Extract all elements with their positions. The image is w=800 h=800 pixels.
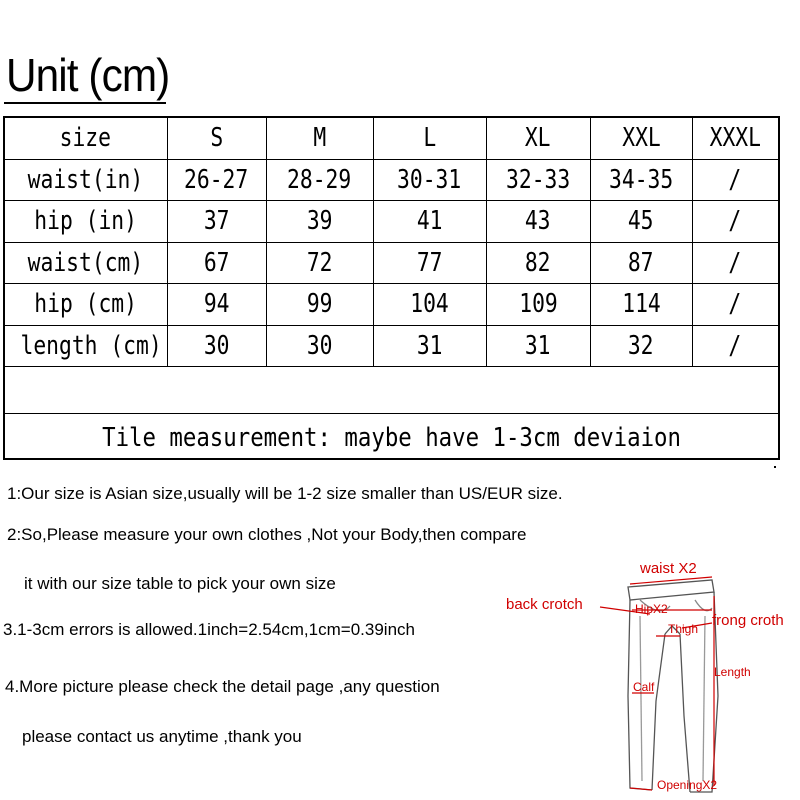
table-cell: 30 [167,325,266,367]
table-cell: 82 [486,242,590,284]
header-cell: XL [486,118,590,159]
table-cell: 43 [486,201,590,243]
pants-measurement-diagram [500,556,800,800]
table-row [5,201,778,243]
table-cell: 34-35 [590,159,692,201]
table-cell: 37 [167,201,266,243]
header-cell: XXXL [692,118,778,159]
note-1: 1:Our size is Asian size,usually will be 1-2 size smaller than US/EUR size. [7,484,563,503]
table-cell: 87 [590,242,692,284]
header-cell: L [373,118,486,159]
table-cell: 30-31 [373,159,486,201]
label-back-crotch: back crotch [506,596,583,613]
stray-dot [774,466,776,468]
table-cell: / [692,284,778,326]
header-cell: XXL [590,118,692,159]
label-calf: Calf [633,680,655,694]
title-underline [4,102,166,104]
table-cell: 77 [373,242,486,284]
table-cell: 26-27 [167,159,266,201]
blank-table-row [5,373,778,414]
table-cell: 104 [373,284,486,326]
size-grid [5,118,778,367]
table-row [5,325,778,367]
row-label: hip (cm) [5,284,167,326]
table-cell: 72 [266,242,373,284]
pants-outline-icon [500,556,800,800]
table-cell: 28-29 [266,159,373,201]
row-label: hip (in) [5,201,167,243]
label-waist: waist X2 [640,560,697,577]
table-cell: 31 [486,325,590,367]
table-cell: 30 [266,325,373,367]
page-title: Unit (cm) [6,49,170,101]
table-cell: 32 [590,325,692,367]
label-opening: OpeningX2 [657,778,718,792]
table-row [5,284,778,326]
table-cell: 99 [266,284,373,326]
table-cell: 32-33 [486,159,590,201]
note-2: 2:So,Please measure your own clothes ,Not your Body,then compare [7,525,527,544]
table-cell: 39 [266,201,373,243]
table-cell: / [692,325,778,367]
table-row [5,159,778,201]
label-thigh: Thigh [668,622,699,636]
table-cell: / [692,242,778,284]
table-cell: 67 [167,242,266,284]
table-header-row [5,118,778,159]
header-cell: S [167,118,266,159]
row-label: waist(in) [5,159,167,201]
row-label: waist(cm) [5,242,167,284]
label-front-crotch: frong croth [712,612,784,629]
table-cell: 45 [590,201,692,243]
table-cell: 41 [373,201,486,243]
table-cell: / [692,159,778,201]
row-label: length (cm) [5,325,167,367]
size-chart-table [3,116,780,460]
table-cell: 94 [167,284,266,326]
table-row [5,242,778,284]
table-cell: 109 [486,284,590,326]
note-4-continued: please contact us anytime ,thank you [22,727,302,746]
table-cell: / [692,201,778,243]
tile-measurement-note: Tile measurement: maybe have 1-3cm deviaion [102,423,681,453]
note-4: 4.More picture please check the detail page ,any question [5,677,440,696]
note-2-continued: it with our size table to pick your own size [24,574,336,593]
header-cell: M [266,118,373,159]
table-cell: 31 [373,325,486,367]
header-cell: size [5,118,167,159]
label-hip: HipX2 [635,602,668,616]
table-cell: 114 [590,284,692,326]
note-3: 3.1-3cm errors is allowed.1inch=2.54cm,1cm=0.39inch [3,620,415,639]
label-length: Length [714,665,751,679]
